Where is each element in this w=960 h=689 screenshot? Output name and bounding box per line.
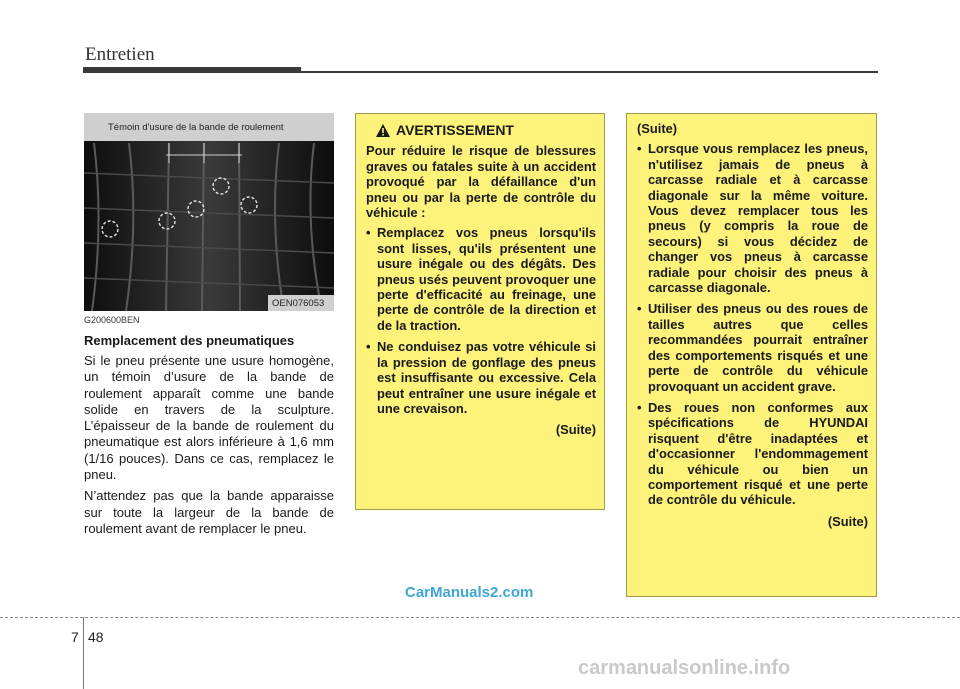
figure-code: OEN076053 bbox=[272, 298, 325, 309]
tire-tread-graphic bbox=[84, 113, 334, 311]
bullet-dot-icon: • bbox=[366, 225, 371, 241]
bullet-dot-icon: • bbox=[637, 141, 642, 157]
watermark-link[interactable]: CarManuals2.com bbox=[405, 584, 534, 601]
header-rule-thick bbox=[83, 67, 301, 73]
warning-bullet-text: Ne conduisez pas votre véhicule si la pression de gonflage des pneus est insuffisante ou excessive. Cela peut entraîner une usure inégale et une crevaison. bbox=[377, 339, 596, 416]
bullet-dot-icon: • bbox=[637, 399, 642, 415]
continuation-bullet-text: Lorsque vous remplacez les pneus, n'utilisez jamais de pneus à carcasse radiale et à carcasse diagonale sur la même voiture. Vous devez remplacer tous les pneus (y compris la roue de secours) si vous décidez de changer vos pneus à carcasse radiale pour choisir des pneus à carcasse diagonale. bbox=[648, 141, 868, 296]
warning-bullet bbox=[366, 339, 596, 416]
page-number: 48 bbox=[88, 629, 104, 645]
tread-wear-indicator-label: Témoin d'usure de la bande de roulement bbox=[108, 122, 284, 133]
page-header-title: Entretien bbox=[85, 44, 155, 65]
footer-vertical-rule bbox=[83, 617, 84, 689]
continuation-header: (Suite) bbox=[637, 121, 678, 136]
body-paragraph-1: Si le pneu présente une usure homogène, un témoin d’usure de la bande de roulement apparaît comme une bande solide en travers de la sculpture. L’épaisseur de la bande de roulement du pneumatique est alors inférieure à 1,6 mm (1/16 pouces). Dans ce cas, remplacez le pneu. bbox=[84, 353, 334, 483]
bullet-dot-icon: • bbox=[366, 339, 371, 355]
header-rule-thin bbox=[301, 71, 878, 73]
warning-title: AVERTISSEMENT bbox=[396, 122, 514, 138]
tire-tread-illustration bbox=[84, 113, 334, 311]
section-heading: Remplacement des pneumatiques bbox=[84, 333, 295, 348]
body-paragraph-2: N’attendez pas que la bande apparaisse sur toute la largeur de la bande de roulement avant de remplacer le pneu. bbox=[84, 488, 334, 536]
section-code: G200600BEN bbox=[84, 315, 140, 325]
continuation-suite: (Suite) bbox=[827, 513, 868, 529]
continuation-bullet bbox=[637, 400, 868, 508]
warning-intro: Pour réduire le risque de blessures graves ou fatales suite à un accident provoqué par la défaillance d'un pneu ou par la perte de contrôle du véhicule : bbox=[366, 143, 596, 221]
warning-triangle-icon bbox=[376, 124, 390, 137]
warning-bullet-text: Remplacez vos pneus lorsqu'ils sont lisses, qu'ils présentent une usure inégale ou des dégâts. Des pneus usés peuvent provoquer une perte d'efficacité au freinage, une perte de contrôle de la direction et de la traction. bbox=[377, 225, 596, 333]
left-column bbox=[84, 315, 334, 542]
chapter-number: 7 bbox=[71, 629, 79, 645]
footer-site-watermark: carmanualsonline.info bbox=[578, 657, 791, 679]
footer-divider bbox=[0, 617, 960, 618]
warning-bullet bbox=[366, 225, 596, 333]
warning-header bbox=[376, 123, 596, 138]
continuation-bullet-text: Des roues non conformes aux spécifications de HYUNDAI risquent d'être inadaptées et d'occasionner l'endommagement du véhicule ou bien un comportement risqué et une perte de contrôle du véhicule. bbox=[648, 399, 868, 508]
bullet-dot-icon: • bbox=[637, 301, 642, 317]
warning-suite: (Suite) bbox=[555, 422, 596, 438]
warning-box bbox=[355, 113, 605, 510]
continuation-bullet bbox=[637, 301, 868, 393]
continuation-bullet-text: Utiliser des pneus ou des roues de tailles autres que celles recommandées pourrait entraîner des comportements risqués et une perte de contrôle du véhicule provoquant un accident grave. bbox=[648, 301, 868, 394]
continuation-box bbox=[626, 113, 877, 597]
continuation-bullet bbox=[637, 141, 868, 295]
